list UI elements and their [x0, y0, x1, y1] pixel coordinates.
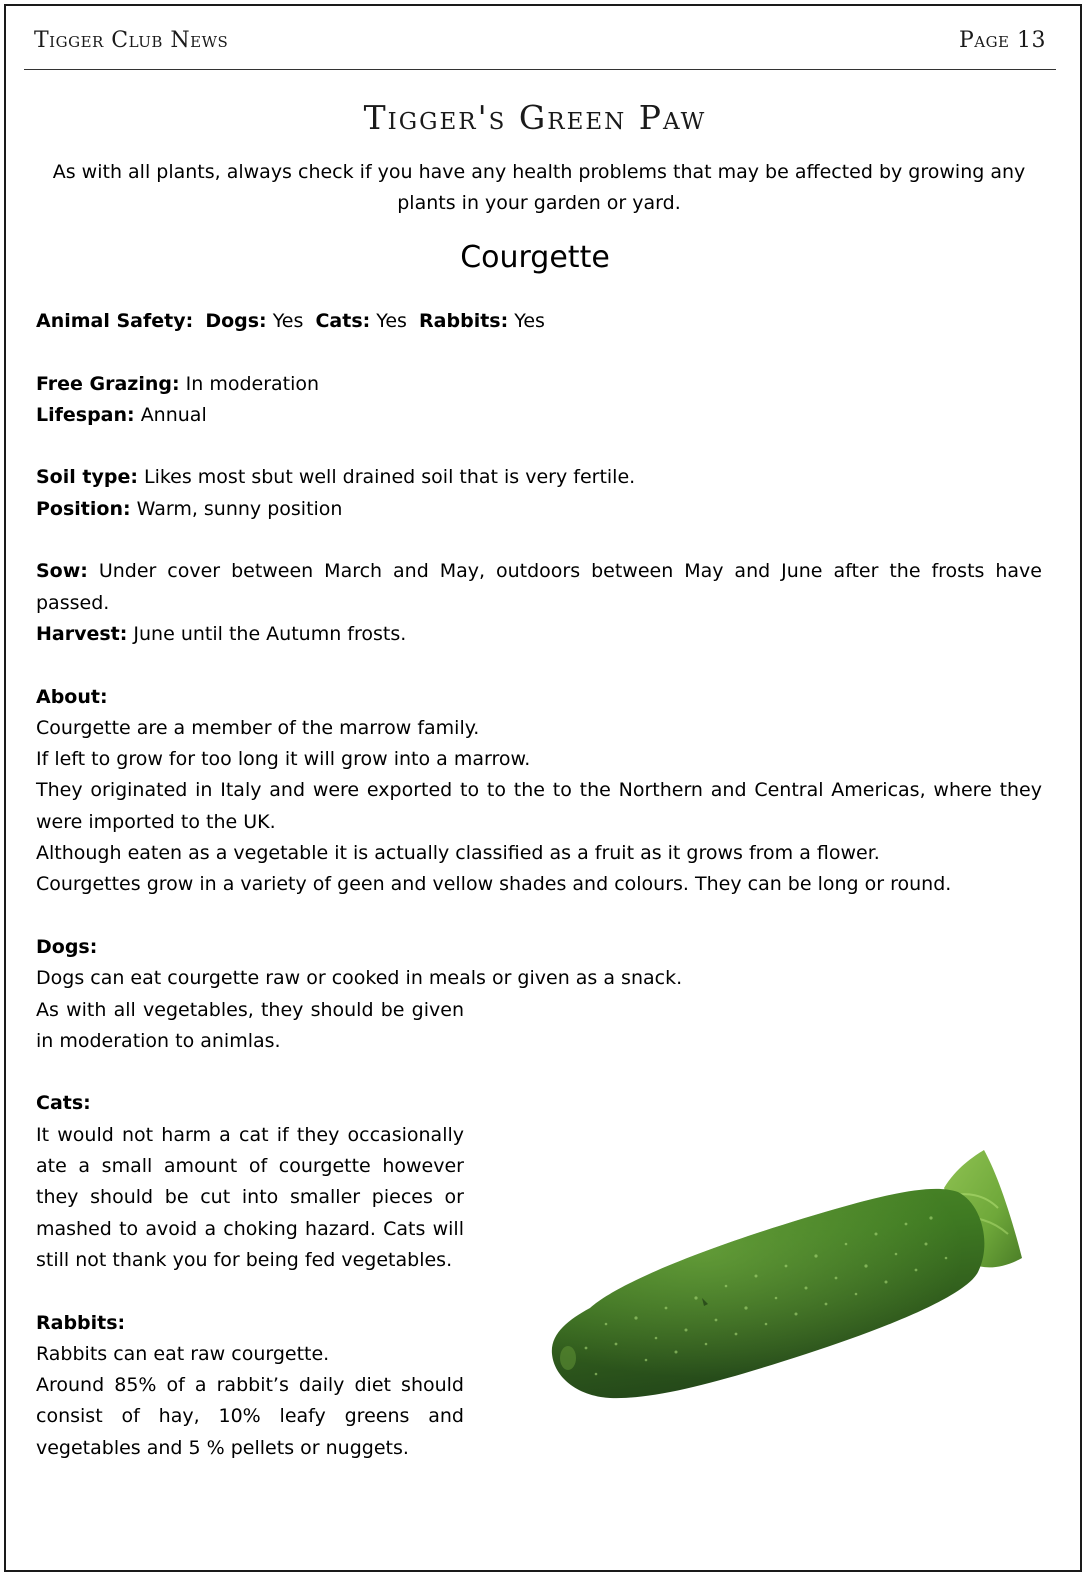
dogs-safety-value: Yes — [272, 310, 304, 332]
animal-safety-label: Animal Safety: — [36, 310, 194, 332]
sow-line — [36, 556, 1042, 619]
cats-safety-label: Cats: — [315, 310, 371, 332]
page-header — [34, 28, 1046, 53]
sow-value: Under cover between March and May, outdoors between May and June after the frosts have passed. — [36, 560, 1042, 614]
free-grazing-label: Free Grazing: — [36, 372, 180, 395]
soil-type-label: Soil type: — [36, 466, 138, 489]
rabbits-safety-value: Yes — [514, 310, 545, 332]
dogs-safety-label: Dogs: — [205, 310, 267, 332]
harvest-value: June until the Autumn frosts. — [133, 622, 407, 645]
rabbits-safety-label: Rabbits: — [419, 310, 509, 332]
lifespan-value: Annual — [140, 403, 207, 426]
newsletter-name: Tigger Club News — [34, 28, 229, 53]
about-line: If left to grow for too long it will grow into a marrow. — [36, 748, 531, 771]
harvest-line — [36, 619, 1042, 650]
position-label: Position: — [36, 497, 131, 520]
free-grazing-value: In moderation — [185, 372, 320, 395]
rabbits-diet-text: Around 85% of a rabbit’s daily diet should consist of hay, 10% leafy greens and vegetables and 5 % pellets or nuggets. — [36, 1374, 464, 1459]
about-line: Courgettes grow in a variety of geen and vellow shades and colours. They can be long or round. — [36, 873, 952, 896]
about-line: Although eaten as a vegetable it is actually classified as a fruit as it grows from a flower. — [36, 842, 880, 865]
rabbits-heading: Rabbits: — [36, 1311, 126, 1334]
dogs-heading: Dogs: — [36, 935, 98, 958]
cats-heading: Cats: — [36, 1092, 91, 1115]
soil-type-line — [36, 462, 1042, 493]
rabbits-text-line: Rabbits can eat raw courgette. — [36, 1342, 330, 1365]
animal-safety-line — [36, 306, 1042, 337]
intro-text: As with all plants, always check if you have any health problems that may be affected by growing any plants in your garden or yard. — [52, 161, 1026, 214]
cats-safety-value: Yes — [376, 310, 407, 332]
about-line: Courgette are a member of the marrow family. — [36, 716, 480, 739]
harvest-label: Harvest: — [36, 622, 128, 645]
courgette-illustration — [546, 1148, 1028, 1410]
position-line — [36, 494, 1042, 525]
header-divider — [24, 69, 1056, 70]
soil-type-value: Likes most sbut well drained soil that is very fertile. — [143, 466, 636, 489]
section-title: Tigger's Green Paw — [363, 98, 707, 137]
sow-label: Sow: — [36, 560, 88, 583]
lifespan-label: Lifespan: — [36, 403, 135, 426]
dogs-text-line: Dogs can eat courgette raw or cooked in meals or given as a snack. — [36, 967, 683, 990]
plant-title: Courgette — [460, 240, 610, 275]
position-value: Warm, sunny position — [136, 497, 343, 520]
cats-text: It would not harm a cat if they occasionally ate a small amount of courgette however they should be cut into smaller pieces or mashed to avoid a choking hazard. Cats will still not thank you for being fed vegetables. — [36, 1123, 464, 1271]
free-grazing-line — [36, 369, 1042, 400]
about-heading: About: — [36, 685, 108, 708]
page-number: Page 13 — [958, 28, 1046, 53]
about-line: They originated in Italy and were exported to to the to the Northern and Central Americas, where they were imported to the UK. — [36, 779, 1042, 833]
dogs-text-moderation: As with all vegetables, they should be given in moderation to animlas. — [36, 998, 464, 1052]
lifespan-line — [36, 400, 1042, 431]
